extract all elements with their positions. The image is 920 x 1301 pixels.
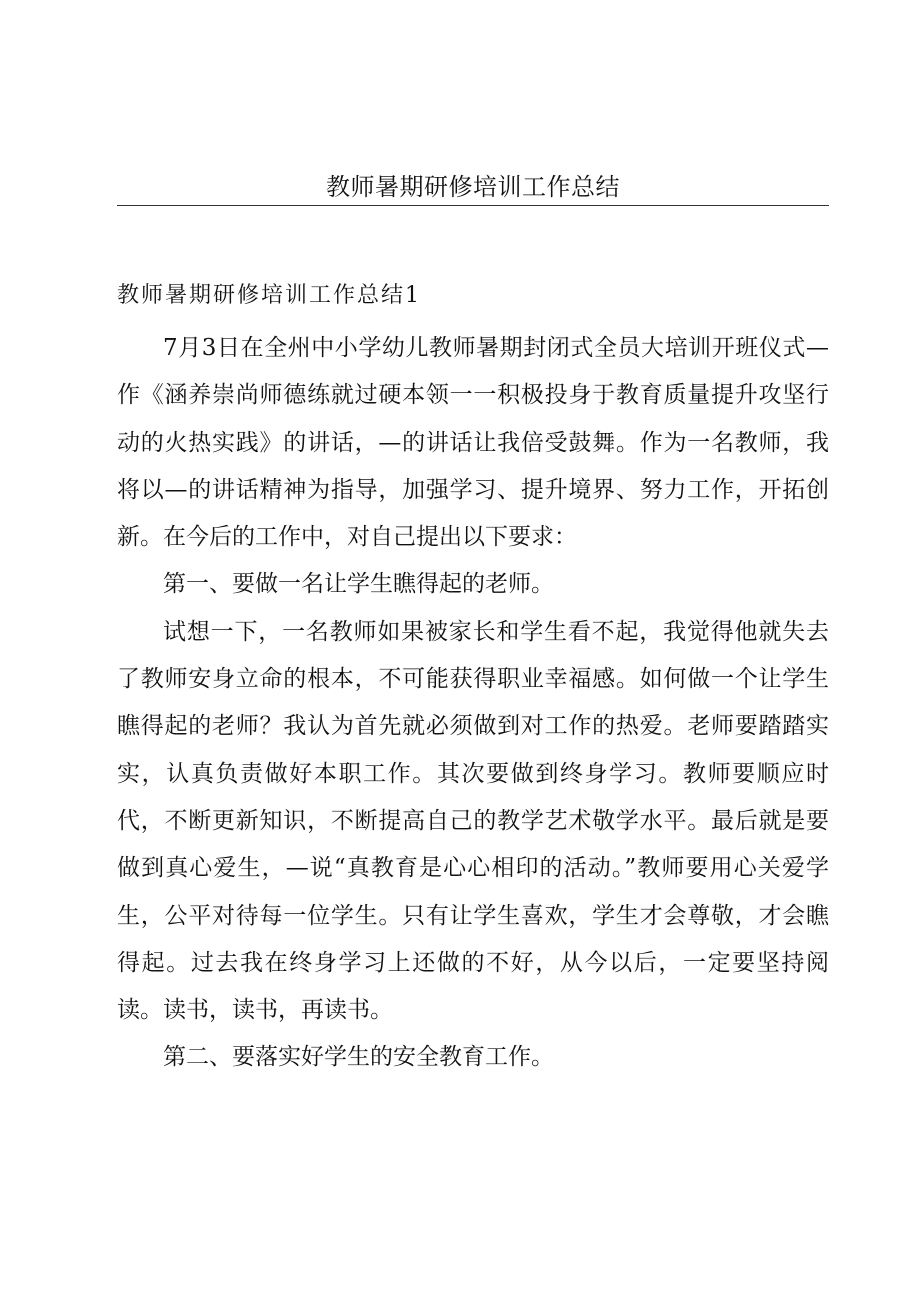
section-title: 教师暑期研修培训工作总结1 — [117, 283, 421, 308]
paragraph-intro: 7月3日在全州中小学幼儿教师暑期封闭式全员大培训开班仪式—作《涵养崇尚师德练就过硬本领一一积极投身于教育质量提升攻坚行动的火热实践》的讲话，—的讲话让我倍受鼓舞。作为一名教师，我将以—的讲话精神为指导，加强学习、提升境界、努力工作，开拓创新。在今后的工作中，对自己提出以下要求： — [117, 335, 829, 551]
title-underline — [117, 205, 829, 206]
document-title: 教师暑期研修培训工作总结 — [326, 173, 620, 201]
paragraph-point-one-detail: 试想一下，一名教师如果被家长和学生看不起，我觉得他就失去了教师安身立命的根本，不可能获得职业幸福感。如何做一个让学生瞧得起的老师？我认为首先就必须做到对工作的热爱。老师要踏踏实实，认真负责做好本职工作。其次要做到终身学习。教师要顺应时代，不断更新知识，不断提高自己的教学艺术敬学水平。最后就是要做到真心爱生，—说“真教育是心心相印的活动。”教师要用心关爱学生，公平对待每一位学生。只有让学生喜欢，学生才会尊敬，才会瞧得起。过去我在终身学习上还做的不好，从今以后，一定要坚持阅读。读书，读书，再读书。 — [117, 618, 829, 1024]
paragraph-point-two: 第二、要落实好学生的安全教育工作。 — [163, 1044, 554, 1071]
paragraph-point-one: 第一、要做一名让学生瞧得起的老师。 — [163, 571, 554, 598]
document-body — [117, 325, 829, 1082]
